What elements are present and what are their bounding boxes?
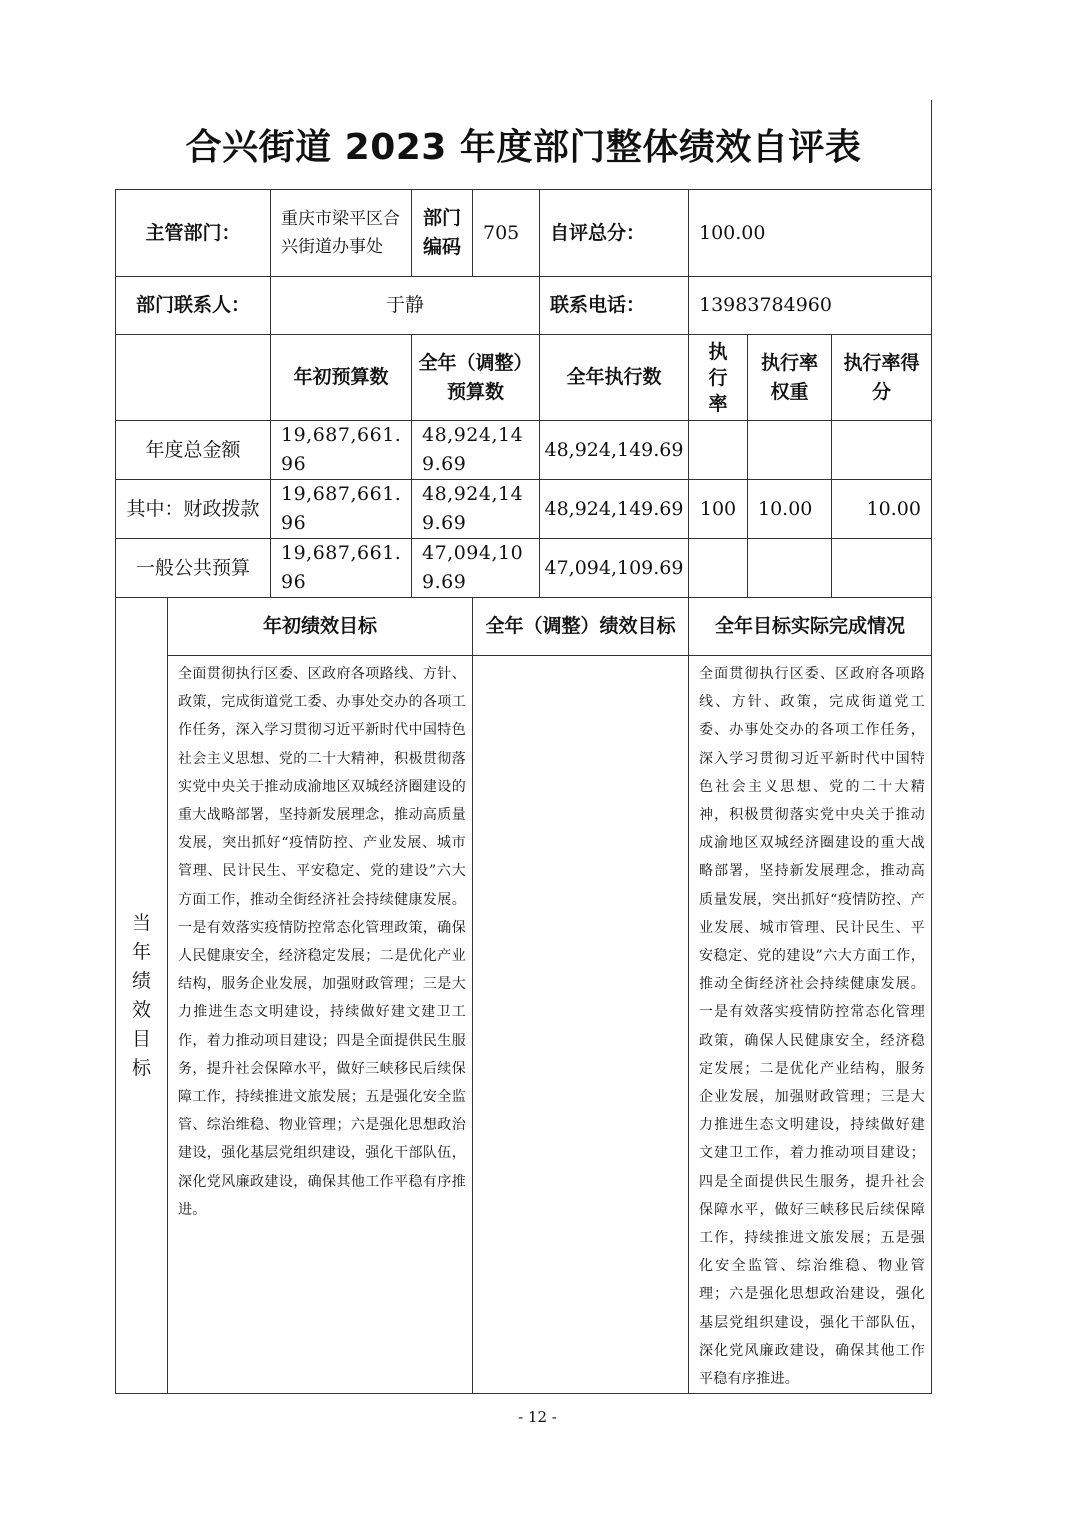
budget-row-initial: 19,687,661.96 bbox=[271, 480, 412, 539]
dept-value: 重庆市梁平区合兴街道办事处 bbox=[271, 190, 412, 277]
budget-header-blank bbox=[116, 335, 271, 421]
initial-goal-text: 全面贯彻执行区委、区政府各项路线、方针、政策，完成街道党工委、办事处交办的各项工作任务，深入学习贯彻习近平新时代中国特色社会主义思想、党的二十大精神，积极贯彻落实党中央关于推动成渝地区双城经济圈建设的重大战略部署，坚持新发展理念，推动高质量发展，突出抓好“疫情防控、产业发展、城市管理、民计民生、平安稳定、党的建设”六大方面工作，推动全街经济社会持续健康发展。一是有效落实疫情防控常态化管理政策，确保人民健康安全，经济稳定发展；二是优化产业结构，服务企业发展，加强财政管理；三是大力推进生态文明建设，持续做好建文建卫工作，着力推动项目建设；四是全面提供民生服务，提升社会保障水平，做好三峡移民后续保障工作，持续推进文旅发展；五是强化安全监管、综治维稳、物业管理；六是强化思想政治建设，强化基层党组织建设，强化干部队伍，深化党风廉政建设，确保其他工作平稳有序推进。 bbox=[168, 656, 473, 1394]
goals-content-row bbox=[116, 656, 932, 1394]
budget-row-executed: 47,094,109.69 bbox=[540, 539, 689, 598]
code-label: 部门编码 bbox=[412, 190, 473, 277]
budget-row-label: 一般公共预算 bbox=[116, 539, 271, 598]
evaluation-table bbox=[115, 189, 932, 1394]
budget-row-weight: 10.00 bbox=[748, 480, 832, 539]
budget-row-score bbox=[832, 539, 932, 598]
score-value: 100.00 bbox=[689, 190, 932, 277]
budget-row-executed: 48,924,149.69 bbox=[540, 480, 689, 539]
header-rate-score: 执行率得分 bbox=[832, 335, 932, 421]
budget-row-label: 年度总金额 bbox=[116, 421, 271, 480]
budget-row-initial: 19,687,661.96 bbox=[271, 421, 412, 480]
budget-row-rate: 100 bbox=[689, 480, 748, 539]
code-value: 705 bbox=[473, 190, 540, 277]
budget-row-label: 其中：财政拨款 bbox=[116, 480, 271, 539]
header-exec-rate: 执行率 bbox=[689, 335, 748, 421]
phone-value: 13983784960 bbox=[689, 277, 932, 335]
goals-section-label bbox=[116, 598, 168, 1394]
budget-row-score: 10.00 bbox=[832, 480, 932, 539]
header-executed: 全年执行数 bbox=[540, 335, 689, 421]
dept-label: 主管部门： bbox=[116, 190, 271, 277]
contact-label: 部门联系人： bbox=[116, 277, 271, 335]
header-initial-goal: 年初绩效目标 bbox=[168, 598, 473, 656]
actual-completion-text: 全面贯彻执行区委、区政府各项路线、方针、政策，完成街道党工委、办事处交办的各项工作任务，深入学习贯彻习近平新时代中国特色社会主义思想、党的二十大精神，积极贯彻落实党中央关于推动成渝地区双城经济圈建设的重大战略部署，坚持新发展理念，推动高质量发展，突出抓好“疫情防控、产业发展、城市管理、民计民生、平安稳定、党的建设”六大方面工作，推动全街经济社会持续健康发展。一是有效落实疫情防控常态化管理政策，确保人民健康安全，经济稳定发展；二是优化产业结构，服务企业发展，加强财政管理；三是大力推进生态文明建设，持续做好建文建卫工作，着力推动项目建设；四是全面提供民生服务，提升社会保障水平，做好三峡移民后续保障工作，持续推进文旅发展；五是强化安全监管、综治维稳、物业管理；六是强化思想政治建设，强化基层党组织建设，强化干部队伍，深化党风廉政建设，确保其他工作平稳有序推进。 bbox=[689, 656, 932, 1394]
contact-value: 于静 bbox=[271, 277, 540, 335]
budget-row-weight bbox=[748, 421, 832, 480]
goals-section-label-char: 绩 bbox=[131, 969, 151, 992]
goals-section-label-char: 年 bbox=[131, 940, 151, 963]
budget-row-rate bbox=[689, 421, 748, 480]
goals-header-row bbox=[116, 598, 932, 656]
adjusted-goal-text bbox=[473, 656, 689, 1394]
budget-header-row bbox=[116, 335, 932, 421]
budget-row-rate bbox=[689, 539, 748, 598]
goals-section-label-char: 效 bbox=[131, 998, 151, 1021]
header-actual-completion: 全年目标实际完成情况 bbox=[689, 598, 932, 656]
budget-row bbox=[116, 539, 932, 598]
budget-row-score bbox=[832, 421, 932, 480]
budget-row-weight bbox=[748, 539, 832, 598]
phone-label: 联系电话： bbox=[540, 277, 689, 335]
goals-section-label-char: 目 bbox=[131, 1027, 151, 1050]
page-title: 合兴街道 2023 年度部门整体绩效自评表 bbox=[185, 127, 862, 168]
score-label: 自评总分： bbox=[540, 190, 689, 277]
dept-row bbox=[116, 190, 932, 277]
goals-section-label-char: 标 bbox=[131, 1056, 151, 1079]
budget-row bbox=[116, 421, 932, 480]
budget-row-adjusted: 47,094,109.69 bbox=[412, 539, 540, 598]
goals-section-label-char: 当 bbox=[131, 911, 151, 934]
goals-section-label-text bbox=[116, 909, 167, 1083]
header-initial-budget: 年初预算数 bbox=[271, 335, 412, 421]
page-number: - 12 - bbox=[518, 1408, 557, 1426]
budget-row-adjusted: 48,924,149.69 bbox=[412, 421, 540, 480]
contact-row bbox=[116, 277, 932, 335]
budget-row-initial: 19,687,661.96 bbox=[271, 539, 412, 598]
budget-row-adjusted: 48,924,149.69 bbox=[412, 480, 540, 539]
header-adjusted-budget: 全年（调整）预算数 bbox=[412, 335, 540, 421]
header-rate-weight: 执行率权重 bbox=[748, 335, 832, 421]
header-adjusted-goal: 全年（调整）绩效目标 bbox=[473, 598, 689, 656]
budget-row-executed: 48,924,149.69 bbox=[540, 421, 689, 480]
budget-row bbox=[116, 480, 932, 539]
